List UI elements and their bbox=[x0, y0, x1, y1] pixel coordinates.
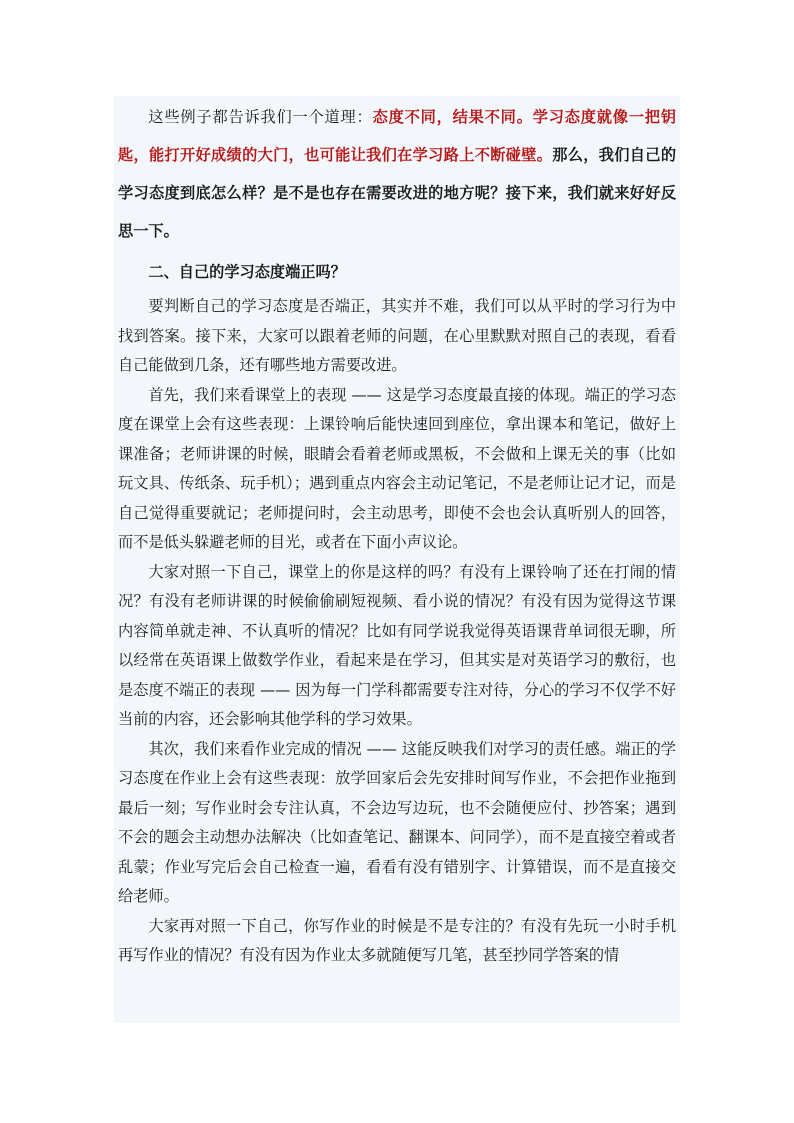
paragraph-homework: 其次，我们来看作业完成的情况 —— 这能反映我们对学习的责任感。端正的学习态度在作业上会有这些表现：放学回家后会先安排时间写作业，不会把作业拖到最后一刻；写作业时会专注认真，不会边写边玩，也不会随便应付、抄答案；遇到不会的题会主动想办法解决（比如查笔记、翻课本、问同学），而不是直接空着或者乱蒙；作业写完后会自己检查一遍，看看有没有错别字、计算错误，而不是直接交给老师。 bbox=[118, 739, 676, 905]
paragraph-judge: 要判断自己的学习态度是否端正，其实并不难，我们可以从平时的学习行为中找到答案。接下来，大家可以跟着老师的问题，在心里默默对照自己的表现，看看自己能做到几条，还有哪些地方需要改进。 bbox=[118, 297, 676, 374]
intro-plain-text: 这些例子都告诉我们一个道理： bbox=[148, 108, 373, 126]
paragraph-classroom-check: 大家对照一下自己，课堂上的你是这样的吗？有没有上课铃响了还在打闹的情况？有没有老师讲课的时候偷偷刷短视频、看小说的情况？有没有因为觉得这节课内容简单就走神、不认真听的情况？比如有同学说我觉得英语课背单词很无聊，所以经常在英语课上做数学作业，看起来是在学习，但其实是对英语学习的敷衍，也是态度不端正的表现 —— 因为每一门学科都需要专注对待，分心的学习不仅学不好当前的内容，还会影响其他学科的学习效果。 bbox=[118, 562, 676, 728]
paragraph-classroom: 首先，我们来看课堂上的表现 —— 这是学习态度最直接的体现。端正的学习态度在课堂上会有这些表现：上课铃响后能快速回到座位，拿出课本和笔记，做好上课准备；老师讲课的时候，眼睛会看着老师或黑板，不会做和上课无关的事（比如玩文具、传纸条、玩手机）；遇到重点内容会主动记笔记，不是老师让记才记，而是自己觉得重要就记；老师提问时，会主动思考，即使不会也会认真听别人的回答，而不是低头躲避老师的目光，或者在下面小声议论。 bbox=[118, 385, 676, 551]
section-heading: 二、自己的学习态度端正吗？ bbox=[148, 263, 346, 281]
intro-bold-text: 那么，我们自己的学习态度到底怎么样？是不是也存在需要改进的地方呢？接下来，我们就来好好反思一下。 bbox=[118, 146, 677, 240]
document-page bbox=[114, 96, 680, 1023]
intro-red-emphasis: 态度不同，结果不同。学习态度就像一把钥匙，能打开好成绩的大门，也可能让我们在学习路上不断碰壁。 bbox=[118, 108, 677, 164]
paragraph-homework-check: 大家再对照一下自己，你写作业的时候是不是专注的？有没有先玩一小时手机再写作业的情况？有没有因为作业太多就随便写几笔，甚至抄同学答案的情 bbox=[118, 916, 676, 964]
paragraph-intro bbox=[118, 96, 676, 250]
